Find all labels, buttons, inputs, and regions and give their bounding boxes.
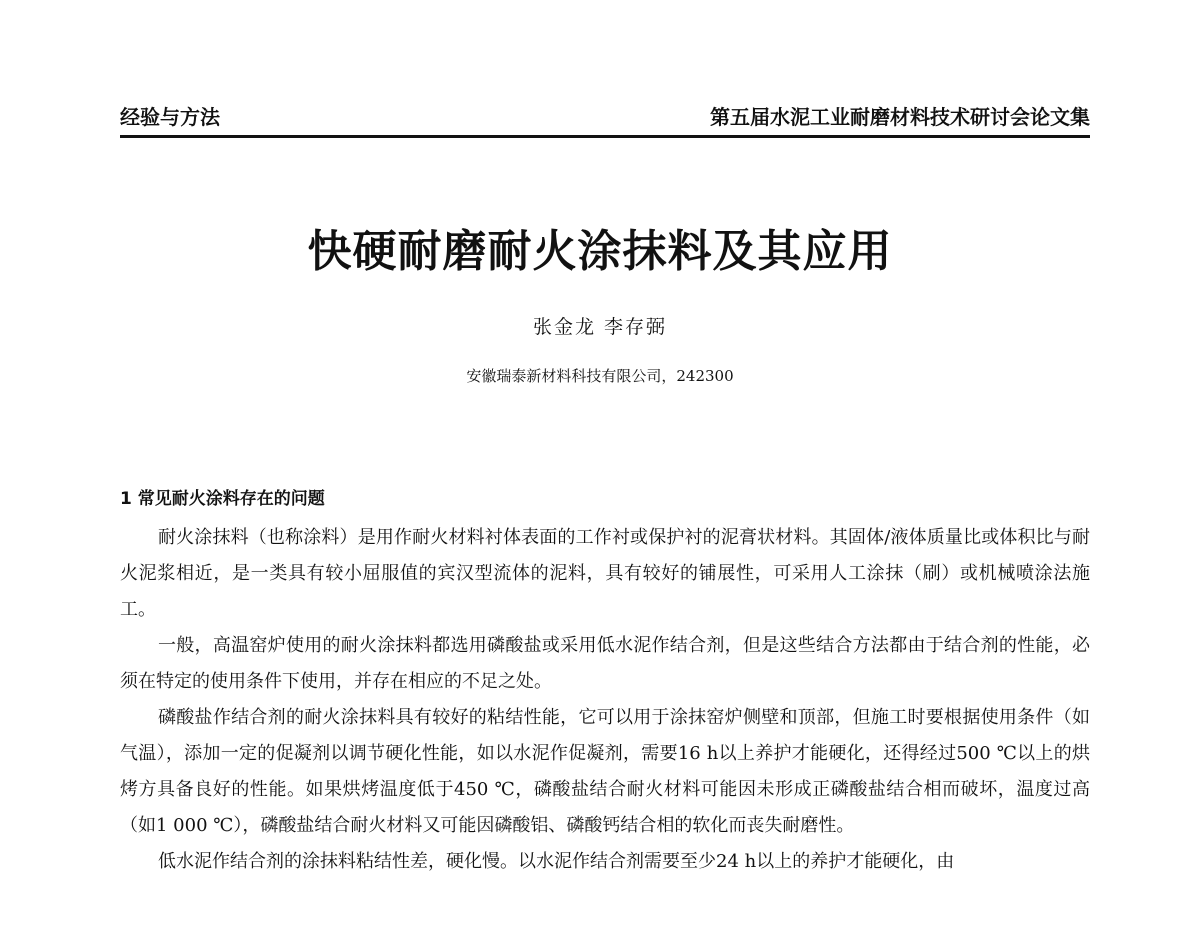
article-title: 快硬耐磨耐火涂抹料及其应用 bbox=[307, 226, 893, 277]
body-paragraph-1: 耐火涂抹料（也称涂料）是用作耐火材料衬体表面的工作衬或保护衬的泥膏状材料。其固体/液体质量比或体积比与耐火泥浆相近，是一类具有较小屈服值的宾汉型流体的泥料，具有较好的铺展性，可采用人工涂抹（刷）或机械喷涂法施工。 bbox=[120, 527, 1090, 620]
header-proceedings-title: 第五届水泥工业耐磨材料技术研讨会论文集 bbox=[710, 105, 1090, 129]
article-authors: 张金龙 李存弼 bbox=[532, 316, 668, 338]
body-paragraph-4: 低水泥作结合剂的涂抹料粘结性差，硬化慢。以水泥作结合剂需要至少24 h以上的养护才能硬化，由 bbox=[158, 851, 955, 872]
body-paragraph-3: 磷酸盐作结合剂的耐火涂抹料具有较好的粘结性能，它可以用于涂抹窑炉侧壁和顶部，但施工时要根据使用条件（如气温），添加一定的促凝剂以调节硬化性能，如以水泥作促凝剂，需要16 h以上养护才能硬化，还得经过500 ℃以上的烘烤方具备良好的性能。如果烘烤温度低于450 ℃，磷酸盐结合耐火材料可能因未形成正磷酸盐结合相而破坏，温度过高（如1 000 ℃），磷酸盐结合耐火材料又可能因磷酸铝、磷酸钙结合相的软化而丧失耐磨性。 bbox=[120, 707, 1090, 836]
section-heading: 1 常见耐火涂料存在的问题 bbox=[120, 489, 325, 509]
body-paragraph-2: 一般，高温窑炉使用的耐火涂抹料都选用磷酸盐或采用低水泥作结合剂，但是这些结合方法都由于结合剂的性能，必须在特定的使用条件下使用，并存在相应的不足之处。 bbox=[120, 635, 1090, 692]
article-affiliation: 安徽瑞泰新材料科技有限公司，242300 bbox=[466, 367, 734, 385]
header-section-label: 经验与方法 bbox=[120, 105, 220, 129]
article-body bbox=[120, 520, 1090, 880]
header-rule bbox=[120, 135, 1090, 138]
running-header bbox=[120, 104, 1090, 134]
